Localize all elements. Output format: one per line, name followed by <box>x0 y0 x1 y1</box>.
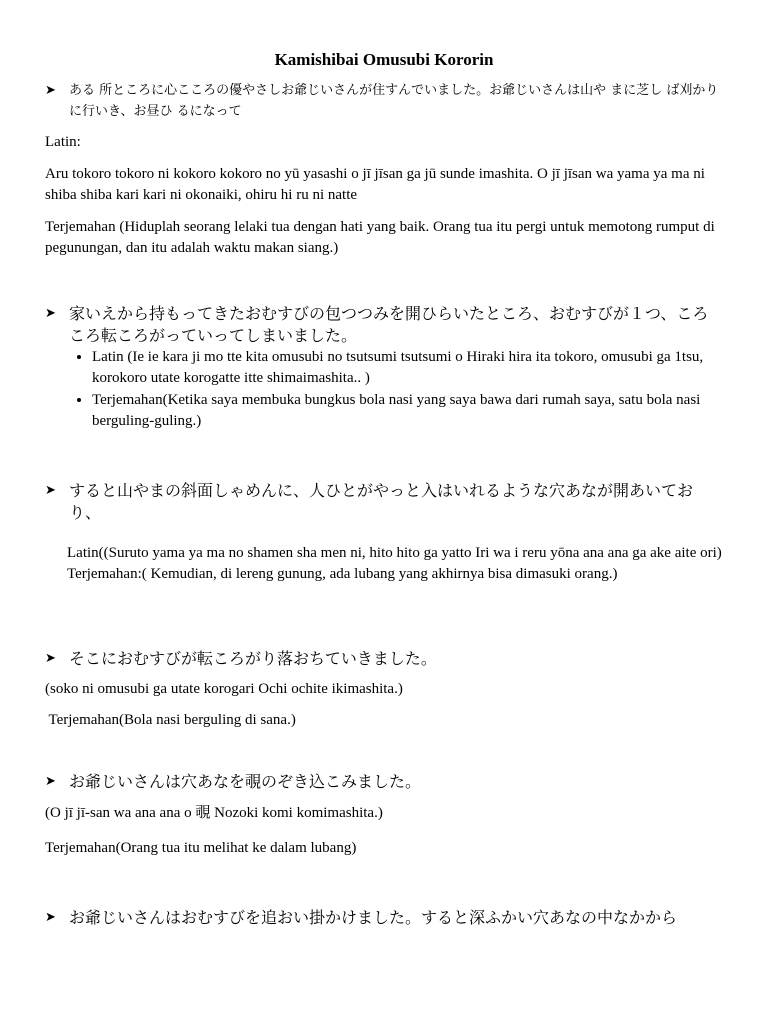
latin-text: (soko ni omusubi ga utate korogari Ochi ochite ikimashita.) <box>45 681 403 697</box>
translation-text: Terjemahan (Hiduplah seorang lelaki tua dengan hati yang baik. Orang tua itu pergi untuk memotong rumput di pegunungan, dan itu adalah waktu makan siang.) <box>45 219 715 256</box>
translation-text: • Terjemahan(Ketika saya membuka bungkus bola nasi yang saya bawa dari rumah saya, satu bola nasi berguling-guling.) <box>92 390 723 432</box>
arrow-bullet-icon: ➤ <box>45 483 56 498</box>
section-2 <box>45 303 723 433</box>
bullet-item <box>45 80 723 122</box>
latin-label: Latin: <box>45 134 81 150</box>
bullet-item <box>45 648 723 670</box>
bullet-item <box>45 907 723 929</box>
section-3 <box>45 480 723 585</box>
arrow-bullet-icon: ➤ <box>45 651 56 666</box>
document-title: Kamishibai Omusubi Kororin <box>274 50 494 69</box>
section-5 <box>45 771 723 859</box>
japanese-text: すると山やまの斜面しゃめんに、人ひとがやっと入はいれるような穴あなが開あいており、 <box>69 481 694 522</box>
arrow-bullet-icon: ➤ <box>45 83 56 98</box>
translation-text: Terjemahan(Bola nasi berguling di sana.) <box>45 712 296 728</box>
japanese-text: そこにおむすびが転ころがり落おちていきました。 <box>69 649 437 668</box>
japanese-text: 家いえから持もってきたおむすびの包つつみを開ひらいたところ、おむすびが１つ、ころころ転ころがっていってしまいました。 <box>69 304 709 345</box>
section-6 <box>45 907 723 929</box>
bullet-item <box>45 303 723 347</box>
latin-text: (O jī jī-san wa ana ana o 覗 Nozoki komi komimashita.) <box>45 805 383 821</box>
latin-text: Aru tokoro tokoro ni kokoro kokoro no yū yasashi o jī jīsan ga jū sunde imashita. O jī jīsan wa yama ya ma ni shiba shiba kari kari ni okonaiki, ohiru hi ru ni natte <box>45 166 705 203</box>
arrow-bullet-icon: ➤ <box>45 306 56 321</box>
translation-text: Terjemahan:( Kemudian, di lereng gunung, ada lubang yang akhirnya bisa dimasuki orang.) <box>67 566 618 582</box>
japanese-text: お爺じいさんは穴あなを覗のぞき込こみました。 <box>69 772 422 791</box>
section-4 <box>45 648 723 731</box>
translation-text: Terjemahan(Orang tua itu melihat ke dalam lubang) <box>45 840 357 856</box>
latin-text: • Latin (Ie ie kara ji mo tte kita omusubi no tsutsumi tsutsumi o Hiraki hira ita tokoro, omusubi ga 1tsu, korokoro utate korogatte itte shimaimashita.. ) <box>92 347 723 389</box>
bullet-item <box>45 480 723 524</box>
latin-text: Latin((Suruto yama ya ma no shamen sha men ni, hito hito ga yatto Iri wa i reru yōna ana ana ga ake aite ori) <box>67 545 722 561</box>
japanese-text: ある 所ところに心こころの優やさしお爺じいさんが住すんでいました。お爺じいさんは山や まに芝し ば刈かりに行いき、お昼ひ るになって <box>69 83 719 119</box>
bullet-item <box>45 771 723 793</box>
bullet-list <box>45 347 723 432</box>
arrow-bullet-icon: ➤ <box>45 774 56 789</box>
section-1 <box>45 80 723 259</box>
arrow-bullet-icon: ➤ <box>45 910 56 925</box>
japanese-text: お爺じいさんはおむすびを追おい掛かけました。すると深ふかい穴あなの中なかから <box>69 908 678 927</box>
